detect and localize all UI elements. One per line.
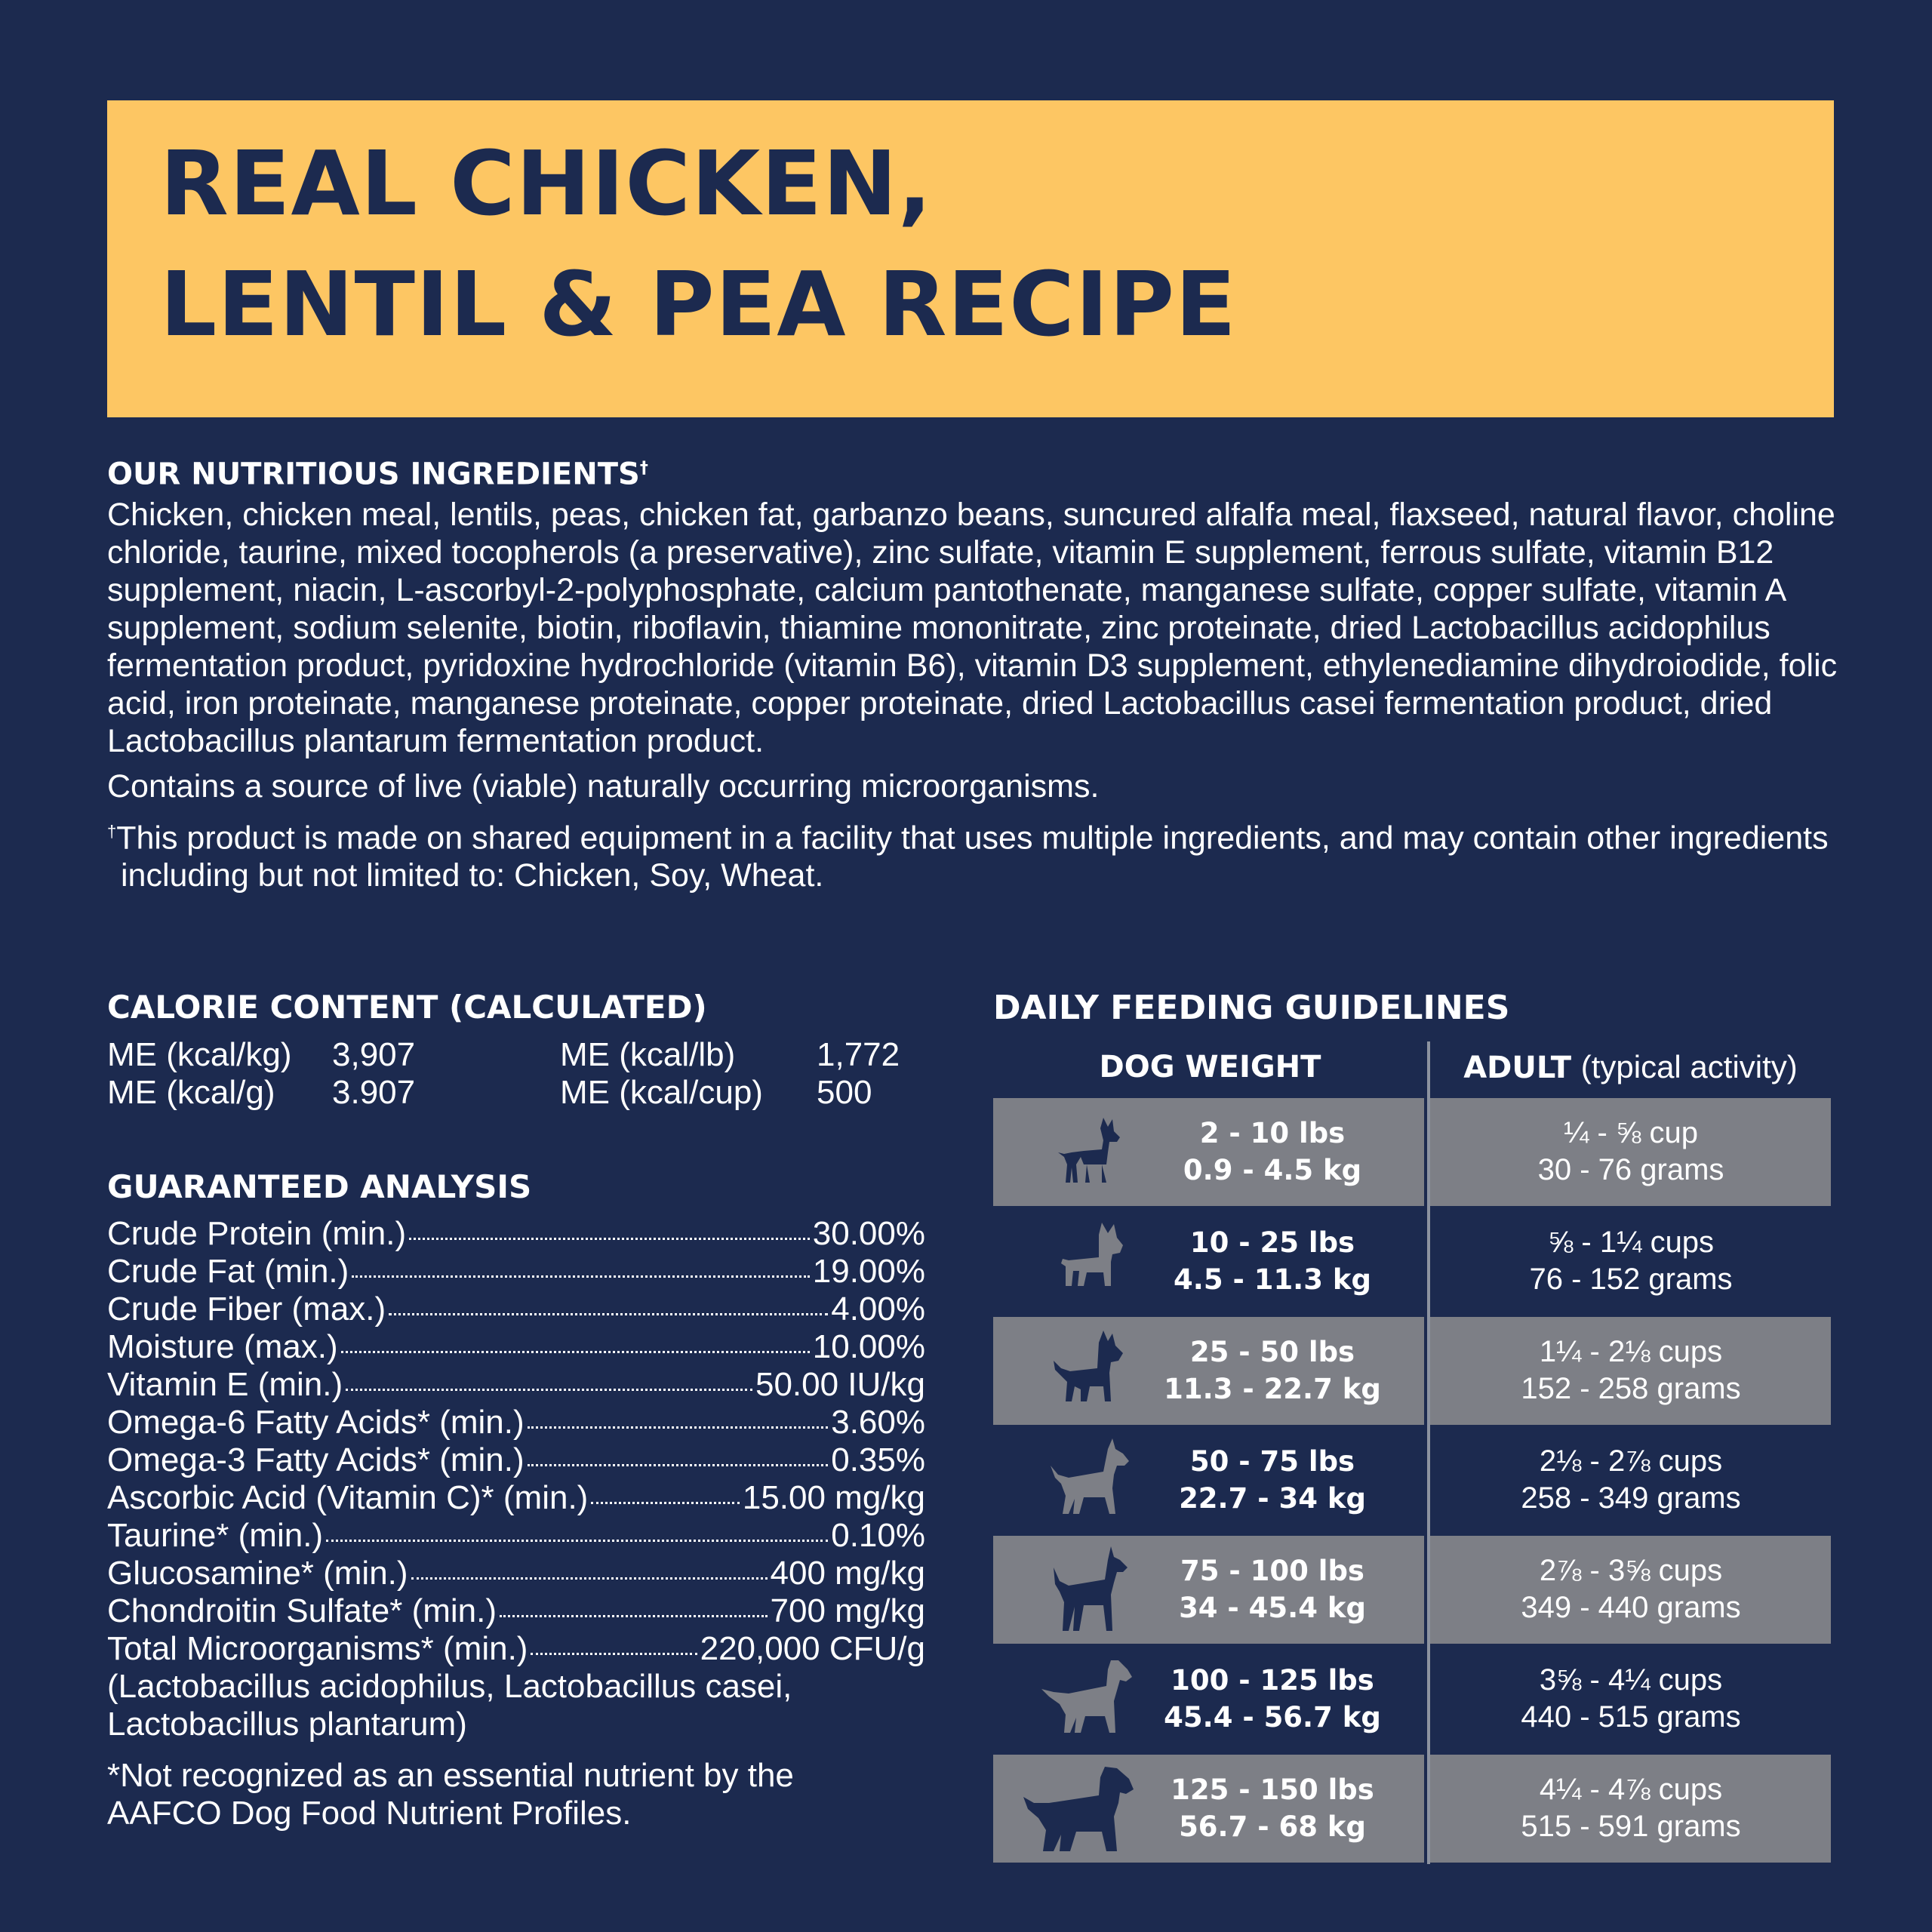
analysis-row — [107, 1328, 925, 1366]
analysis-value: 0.35% — [831, 1441, 925, 1478]
facility-note-text: This product is made on shared equipment in a facility that uses multiple ingredients, and may contain other ingredients including but not limited to: Chicken, Soy, Wheat. — [116, 820, 1829, 894]
analysis-row — [107, 1291, 925, 1328]
ingredients-list: Chicken, chicken meal, lentils, peas, chicken fat, garbanzo beans, suncured alfalfa meal, flaxseed, natural flavor, choline chloride, taurine, mixed tocopherols (a preservative), zinc sulfate, vitamin E supplement, ferrous sulfate, vitamin B12 supplement, niacin, L-ascorbyl-2-polyphosphate, calcium pantothenate, manganese sulfate, copper sulfate, vitamin A supplement, sodium selenite, biotin, riboflavin, thiamine mononitrate, zinc proteinate, dried Lactobacillus acidophilus fermentation product, pyridoxine hydrochloride (vitamin B6), vitamin D3 supplement, ethylenediamine dihydroiodide, folic acid, iron proteinate, manganese proteinate, copper proteinate, dried Lactobacillus casei fermentation product, dried Lactobacillus plantarum fermentation product. — [107, 497, 1838, 759]
analysis-label: Ascorbic Acid (Vitamin C)* (min.) — [107, 1479, 589, 1516]
medium-small-dog-icon — [1038, 1326, 1137, 1417]
adult-label: ADULT — [1463, 1051, 1571, 1085]
dog-weight — [1144, 1115, 1401, 1189]
analysis-row — [107, 1555, 925, 1592]
calorie-label: ME (kcal/lb) — [560, 1036, 736, 1073]
amount-grams: 349 - 440 grams — [1521, 1591, 1741, 1624]
analysis-label: Chondroitin Sulfate* (min.) — [107, 1592, 497, 1629]
feeding-row — [993, 1536, 1831, 1644]
microorganisms-note: Contains a source of live (viable) naturally occurring microorganisms. — [107, 768, 1100, 804]
large-dog-icon — [1038, 1545, 1137, 1635]
dot-leader — [409, 1238, 810, 1240]
weight-lbs: 75 - 100 lbs — [1180, 1555, 1364, 1587]
organisms-list-line-2: Lactobacillus plantarum) — [107, 1706, 467, 1743]
dog-weight — [1144, 1224, 1401, 1298]
analysis-label: Total Microorganisms* (min.) — [107, 1630, 528, 1667]
dog-weight — [1144, 1443, 1401, 1517]
feeding-amount — [1438, 1771, 1823, 1845]
analysis-value: 700 mg/kg — [770, 1592, 925, 1629]
analysis-value: 19.00% — [812, 1253, 925, 1290]
calorie-value: 1,772 — [817, 1036, 900, 1073]
feeding-row — [993, 1208, 1831, 1315]
weight-lbs: 100 - 125 lbs — [1171, 1664, 1374, 1697]
ingredients-heading — [107, 448, 648, 495]
dot-leader — [411, 1577, 768, 1580]
analysis-label: Vitamin E (min.) — [107, 1366, 343, 1403]
amount-grams: 440 - 515 grams — [1521, 1700, 1741, 1734]
dot-leader — [528, 1426, 829, 1429]
medium-dog-icon — [1038, 1435, 1137, 1526]
amount-cups: 2⅛ - 2⅞ cups — [1539, 1444, 1723, 1478]
analysis-label: Omega-6 Fatty Acids* (min.) — [107, 1404, 525, 1441]
weight-kg: 22.7 - 34 kg — [1179, 1482, 1366, 1515]
feeding-amount — [1438, 1662, 1823, 1736]
extra-large-dog-icon — [1038, 1654, 1137, 1745]
recipe-title-line-2: LENTIL & PEA RECIPE — [160, 252, 1237, 356]
amount-cups: 4¼ - 4⅞ cups — [1539, 1773, 1723, 1806]
column-header-dog-weight: DOG WEIGHT — [1099, 1050, 1321, 1084]
analysis-row — [107, 1215, 925, 1253]
ingredients-heading-text: OUR NUTRITIOUS INGREDIENTS — [107, 457, 640, 492]
analysis-value: 400 mg/kg — [770, 1555, 925, 1592]
calorie-label: ME (kcal/cup) — [560, 1074, 763, 1111]
dot-leader — [341, 1351, 810, 1353]
analysis-label: Omega-3 Fatty Acids* (min.) — [107, 1441, 525, 1478]
dot-leader — [591, 1502, 740, 1504]
calorie-row — [560, 1074, 763, 1112]
weight-kg: 11.3 - 22.7 kg — [1164, 1373, 1381, 1405]
weight-kg: 56.7 - 68 kg — [1179, 1810, 1366, 1843]
analysis-value: 30.00% — [812, 1215, 925, 1252]
analysis-value: 0.10% — [831, 1517, 925, 1554]
calorie-row — [560, 1036, 735, 1074]
dog-weight — [1144, 1771, 1401, 1845]
analysis-label: Crude Protein (min.) — [107, 1215, 407, 1252]
dog-weight — [1144, 1334, 1401, 1407]
dot-leader — [389, 1313, 828, 1315]
dot-leader — [352, 1275, 809, 1278]
title-banner — [107, 100, 1834, 417]
calorie-row — [107, 1036, 291, 1074]
amount-cups: 1¼ - 2⅛ cups — [1539, 1335, 1723, 1368]
weight-lbs: 25 - 50 lbs — [1189, 1336, 1355, 1368]
feeding-row — [993, 1645, 1831, 1753]
analysis-label: Crude Fat (min.) — [107, 1253, 349, 1290]
feeding-heading: DAILY FEEDING GUIDELINES — [993, 989, 1510, 1027]
weight-lbs: 50 - 75 lbs — [1189, 1445, 1355, 1478]
column-header-adult — [1430, 1040, 1831, 1094]
organisms-list-line-1: (Lactobacillus acidophilus, Lactobacillus casei, — [107, 1668, 792, 1705]
aafco-footnote-line-2: AAFCO Dog Food Nutrient Profiles. — [107, 1795, 632, 1832]
dog-weight — [1144, 1662, 1401, 1736]
analysis-label: Taurine* (min.) — [107, 1517, 324, 1554]
dot-leader — [346, 1389, 752, 1391]
amount-cups: 2⅞ - 3⅝ cups — [1539, 1554, 1723, 1587]
facility-note — [107, 813, 1843, 894]
analysis-label: Moisture (max.) — [107, 1328, 338, 1365]
calorie-value: 500 — [817, 1074, 872, 1111]
analysis-label: Crude Fiber (max.) — [107, 1291, 386, 1327]
aafco-footnote-line-1: *Not recognized as an essential nutrient by the — [107, 1757, 794, 1794]
feeding-row — [993, 1426, 1831, 1534]
dot-leader — [326, 1540, 828, 1542]
analysis-row — [107, 1592, 925, 1630]
analysis-value: 10.00% — [812, 1328, 925, 1365]
feeding-amount — [1438, 1115, 1823, 1189]
analysis-row — [107, 1404, 925, 1441]
feeding-amount — [1438, 1334, 1823, 1407]
weight-kg: 0.9 - 4.5 kg — [1183, 1154, 1362, 1186]
analysis-heading: GUARANTEED ANALYSIS — [107, 1168, 532, 1205]
calorie-label: ME (kcal/g) — [107, 1074, 275, 1111]
dot-leader — [528, 1464, 829, 1466]
analysis-row — [107, 1479, 925, 1517]
analysis-label: Glucosamine* (min.) — [107, 1555, 408, 1592]
toy-dog-icon — [1038, 1107, 1137, 1198]
calorie-label: ME (kcal/kg) — [107, 1036, 292, 1073]
analysis-row — [107, 1630, 925, 1668]
giant-dog-icon — [1023, 1764, 1137, 1854]
dagger-mark: † — [639, 459, 648, 478]
amount-cups: ⅝ - 1¼ cups — [1547, 1226, 1715, 1259]
analysis-row — [107, 1517, 925, 1555]
analysis-row — [107, 1441, 925, 1479]
analysis-value: 4.00% — [831, 1291, 925, 1327]
analysis-value: 220,000 CFU/g — [700, 1630, 925, 1667]
dot-leader — [531, 1653, 697, 1655]
dot-leader — [500, 1615, 768, 1617]
small-dog-icon — [1038, 1217, 1137, 1307]
calorie-heading: CALORIE CONTENT (CALCULATED) — [107, 989, 707, 1026]
analysis-row — [107, 1253, 925, 1291]
dog-weight — [1144, 1552, 1401, 1626]
calorie-row — [107, 1074, 275, 1112]
weight-lbs: 10 - 25 lbs — [1189, 1226, 1355, 1259]
weight-kg: 45.4 - 56.7 kg — [1164, 1701, 1381, 1734]
amount-grams: 152 - 258 grams — [1521, 1372, 1741, 1405]
feeding-row — [993, 1098, 1831, 1206]
feeding-amount — [1438, 1552, 1823, 1626]
amount-cups: 3⅝ - 4¼ cups — [1539, 1663, 1723, 1697]
recipe-title-line-1: REAL CHICKEN, — [160, 131, 933, 235]
calorie-value: 3.907 — [332, 1074, 416, 1111]
amount-grams: 258 - 349 grams — [1521, 1481, 1741, 1515]
feeding-row — [993, 1755, 1831, 1863]
weight-kg: 4.5 - 11.3 kg — [1174, 1263, 1371, 1296]
feeding-row — [993, 1317, 1831, 1425]
amount-cups: ¼ - ⅝ cup — [1564, 1116, 1698, 1149]
feeding-amount — [1438, 1443, 1823, 1517]
analysis-value: 3.60% — [831, 1404, 925, 1441]
analysis-list — [107, 1215, 925, 1668]
ingredients-section — [107, 496, 1843, 902]
amount-grams: 30 - 76 grams — [1537, 1153, 1724, 1186]
analysis-value: 15.00 mg/kg — [742, 1479, 925, 1516]
weight-lbs: 2 - 10 lbs — [1199, 1117, 1346, 1149]
weight-lbs: 125 - 150 lbs — [1171, 1774, 1374, 1806]
analysis-row — [107, 1366, 925, 1404]
feeding-amount — [1438, 1224, 1823, 1298]
calorie-value: 3,907 — [332, 1036, 416, 1073]
amount-grams: 515 - 591 grams — [1521, 1810, 1741, 1843]
facility-dagger-mark: † — [107, 822, 117, 841]
weight-kg: 34 - 45.4 kg — [1179, 1592, 1366, 1624]
adult-activity-note: (typical activity) — [1580, 1049, 1798, 1084]
amount-grams: 76 - 152 grams — [1529, 1263, 1733, 1296]
analysis-value: 50.00 IU/kg — [755, 1366, 925, 1403]
